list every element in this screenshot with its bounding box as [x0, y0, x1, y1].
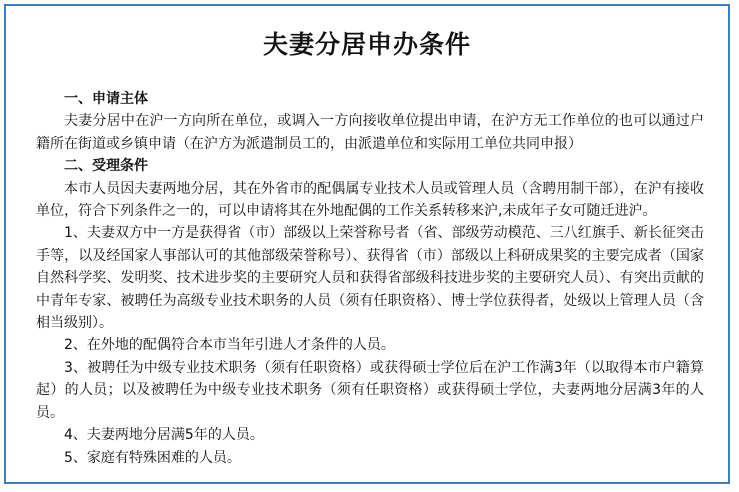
paragraph-applicant: 夫妻分居中在沪一方向所在单位，或调入一方向接收单位提出申请，在沪方无工作单位的也可以通过户籍所在街道或乡镇申请（在沪方为派遣制员工的，由派遣单位和实际用工单位共同申报） [36, 113, 704, 152]
document-frame [4, 4, 730, 484]
page-title: 夫妻分居申办条件 [262, 30, 471, 59]
condition-item-2: 2、在外地的配偶符合本市当年引进人才条件的人员。 [64, 337, 395, 354]
condition-item-4: 4、夫妻两地分居满5年的人员。 [64, 427, 264, 444]
condition-item-3: 3、被聘任为中级专业技术职务（须有任职资格）或获得硕士学位后在沪工作满3年（以取得本市户籍算起）的人员；以及被聘任为中级专业技术职务（须有任职资格）或获得硕士学位，夫妻两地分居满3年的人员。 [36, 359, 704, 421]
section-heading-conditions: 二、受理条件 [64, 158, 148, 175]
section-heading-applicant: 一、申请主体 [64, 91, 148, 107]
paragraph-conditions-intro: 本市人员因夫妻两地分居，其在外省市的配偶属专业技术人员或管理人员（含聘用制干部），在沪有接收单位，符合下列条件之一的，可以申请将其在外地配偶的工作关系转移来沪,未成年子女可随迁进沪。 [36, 180, 704, 220]
condition-item-5: 5、家庭有特殊困难的人员。 [64, 449, 241, 466]
document-body [36, 88, 704, 469]
condition-item-1: 1、夫妻双方中一方是获得省（市）部级以上荣誉称号者（省、部级劳动模范、三八红旗手、新长征突击手等，以及经国家人事部认可的其他部级荣誉称号）、获得省（市）部级以上科研成果奖的主要完成者（国家自然科学奖、发明奖、技术进步奖的主要研究人员和获得省部级科技进步奖的主要研究人员）、有突出贡献的中青年专家、被聘任为高级专业技术职务的人员（须有任职资格）、博士学位获得者，处级以上管理人员（含相当级别）。 [36, 225, 704, 332]
